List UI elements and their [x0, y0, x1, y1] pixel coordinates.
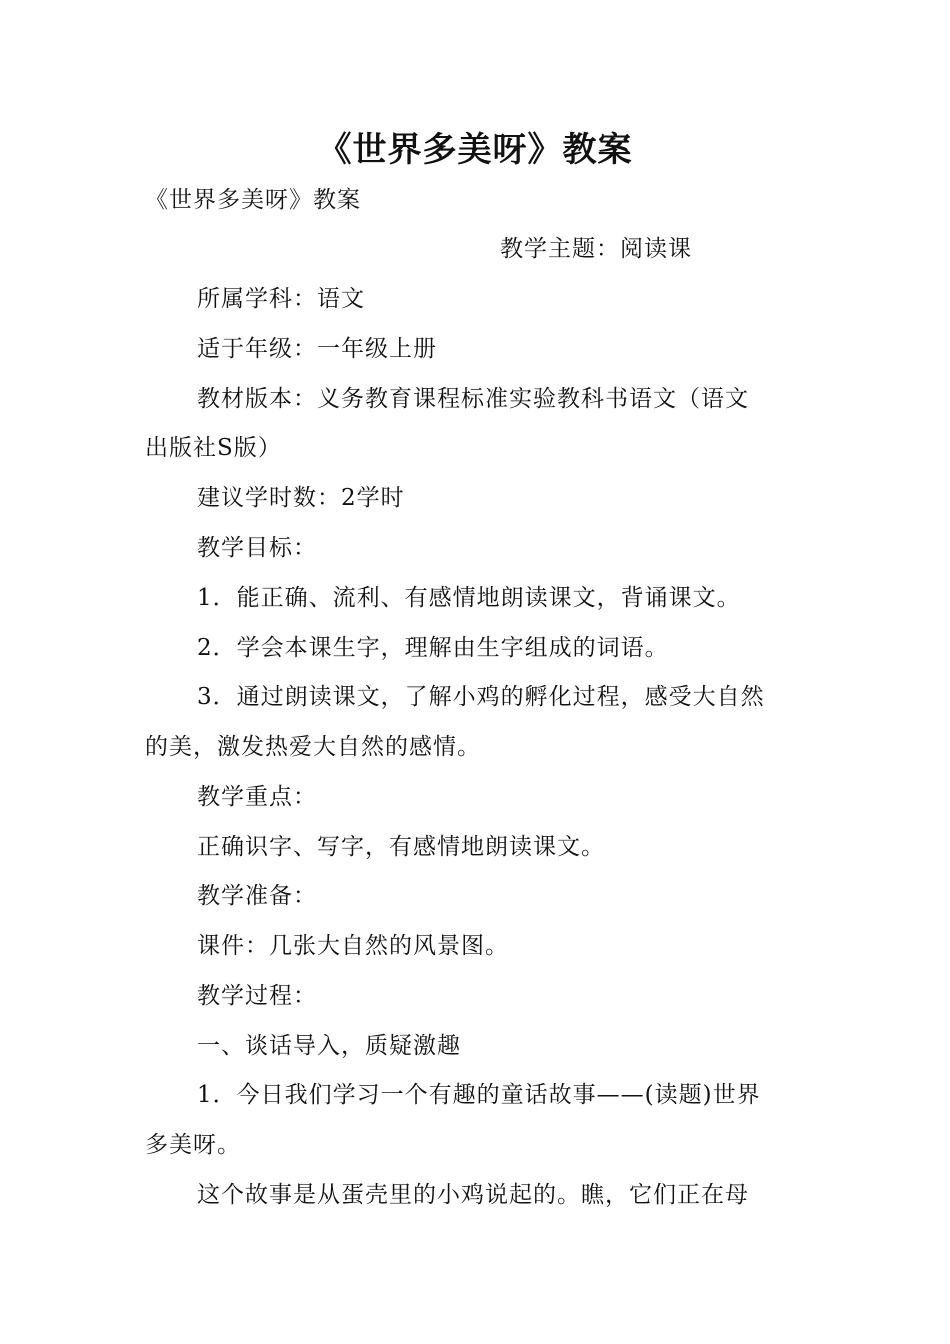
goals-heading: 教学目标：	[197, 535, 317, 561]
subject-line: 所属学科：语文	[197, 286, 365, 312]
textbook-line-2: 出版社S版）	[145, 435, 282, 461]
teaching-theme: 教学主题：阅读课	[500, 236, 692, 262]
goal-1: 1．能正确、流利、有感情地朗读课文，背诵课文。	[197, 585, 741, 611]
document-title: 《世界多美呀》教案	[317, 130, 633, 170]
grade-line: 适于年级：一年级上册	[197, 336, 437, 362]
step-1-heading: 一、谈话导入，质疑激趣	[197, 1033, 461, 1059]
step-1-item-1-line-2: 多美呀。	[145, 1132, 241, 1158]
step-1-item-1-line-1: 1．今日我们学习一个有趣的童话故事——(读题)世界	[197, 1082, 761, 1108]
goal-3-line-1: 3．通过朗读课文，了解小鸡的孵化过程，感受大自然	[197, 684, 765, 710]
preparation-text: 课件：几张大自然的风景图。	[197, 933, 509, 959]
goal-3-line-2: 的美，激发热爱大自然的感情。	[145, 734, 481, 760]
hours-line: 建议学时数：2学时	[197, 485, 405, 511]
key-points-heading: 教学重点：	[197, 784, 317, 810]
textbook-line-1: 教材版本：义务教育课程标准实验教科书语文（语文	[197, 386, 749, 412]
preparation-heading: 教学准备：	[197, 883, 317, 909]
subtitle-line: 《世界多美呀》教案	[145, 187, 361, 213]
key-points-text: 正确识字、写字，有感情地朗读课文。	[197, 834, 605, 860]
process-heading: 教学过程：	[197, 983, 317, 1009]
step-1-item-2-line-1: 这个故事是从蛋壳里的小鸡说起的。瞧，它们正在母	[197, 1182, 749, 1208]
goal-2: 2．学会本课生字，理解由生字组成的词语。	[197, 635, 669, 661]
